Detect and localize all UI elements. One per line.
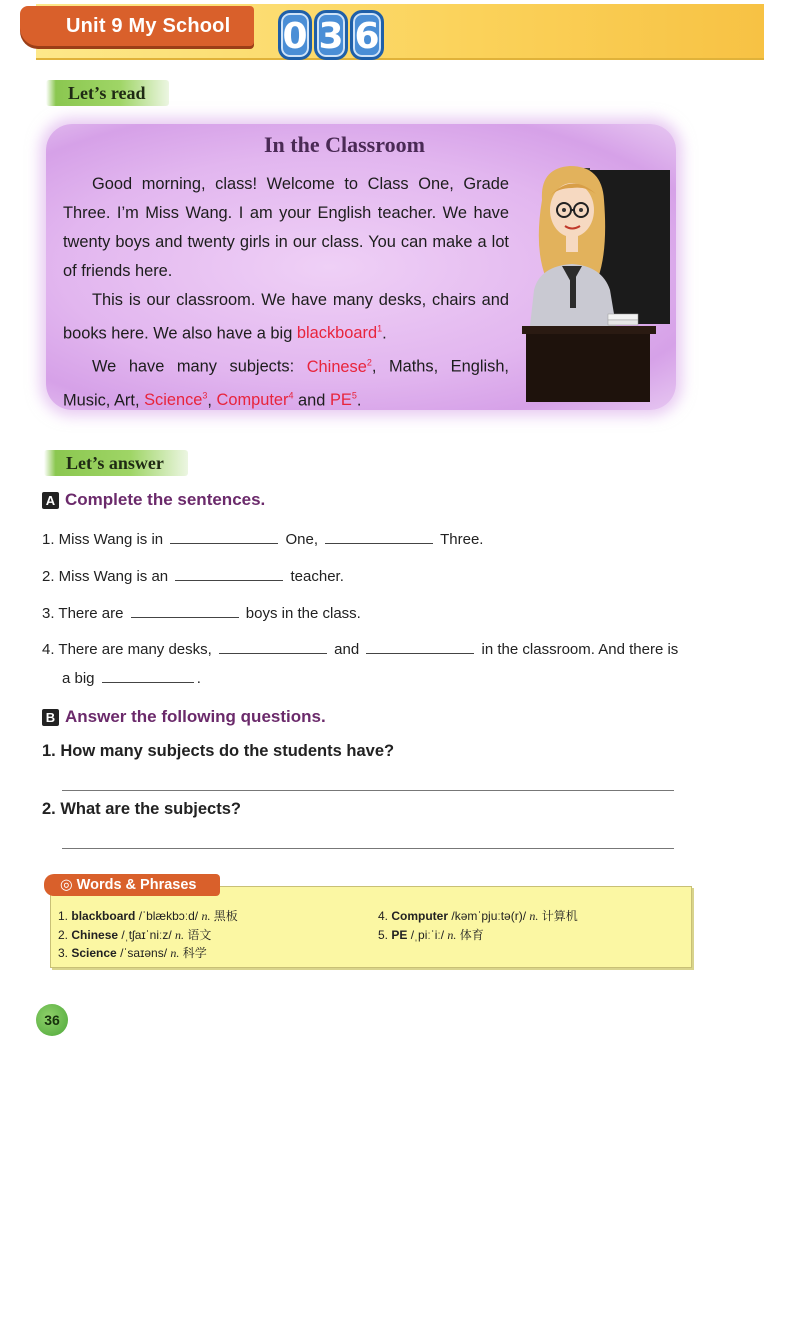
lets-read-label: Let’s read [46, 80, 169, 106]
entry-word: blackboard [71, 909, 136, 923]
fill-blank[interactable] [131, 603, 239, 618]
story-paragraph: Good morning, class! Welcome to Class One, Grade Three. I’m Miss Wang. I am your English teacher. We have twenty boys and twenty girls in our class. You can make a lot of friends here. [63, 175, 509, 280]
keyword-text: Computer [216, 391, 289, 410]
sentence-text: 4. There are many desks, [42, 641, 212, 658]
sentence-text: 3. There are [42, 605, 124, 622]
story-text [63, 170, 509, 415]
sentence-3 [42, 603, 361, 622]
answer-line-2[interactable] [62, 848, 674, 849]
keyword [217, 391, 294, 409]
entry-pos: n. [529, 909, 539, 923]
section-a-badge: A [42, 492, 59, 509]
section-b-heading [42, 707, 326, 727]
sentence-text: One, [285, 531, 319, 548]
teacher-illustration [520, 160, 676, 406]
footnote-number: 2 [366, 357, 372, 368]
entry-meaning: 语文 [187, 928, 212, 942]
entry-pos: n. [201, 909, 211, 923]
story-paragraph [63, 286, 509, 348]
sentence-1 [42, 529, 483, 548]
story-title: In the Classroom [264, 132, 425, 157]
page-code [278, 10, 384, 62]
page-number: 36 [36, 1004, 68, 1036]
question-1: 1. How many subjects do the students have? [42, 742, 395, 760]
entry-ipa: /ˌpiːˈiː/ [410, 928, 445, 942]
section-a-title: Complete the sentences. [65, 490, 266, 509]
entry-ipa: /ˌtʃaɪˈniːz/ [121, 928, 172, 942]
keyword-text: Science [144, 391, 203, 410]
sentence-2 [42, 566, 344, 585]
fill-blank[interactable] [170, 529, 278, 544]
footnote-number: 3 [202, 390, 208, 401]
keyword [307, 358, 372, 376]
sentence-text: Three. [440, 531, 484, 548]
word-entry [58, 944, 207, 961]
entry-number: 5. [378, 928, 389, 942]
section-a-heading [42, 490, 265, 510]
word-entry [58, 926, 211, 943]
entry-ipa: /ˈsaɪəns/ [120, 946, 168, 960]
question-2: 2. What are the subjects? [42, 800, 241, 818]
keyword-text: blackboard [296, 324, 378, 343]
sentence-text: in the classroom. And there is [481, 641, 679, 658]
unit-title: Unit 9 My School [20, 6, 254, 46]
story-text-segment: This is our classroom. We have many desks, chairs and books here. We also have a big [63, 291, 509, 343]
sentence-text: and [334, 641, 360, 658]
story-text-segment: and [293, 391, 330, 410]
fill-blank[interactable] [175, 566, 283, 581]
entry-pos: n. [175, 928, 185, 942]
fill-blank[interactable] [325, 529, 433, 544]
page-code-digit: 3 [314, 10, 348, 60]
sentence-text: a big [62, 670, 95, 687]
entry-meaning: 计算机 [541, 909, 578, 923]
keyword [330, 391, 357, 409]
entry-ipa: /kəmˈpjuːtə(r)/ [451, 909, 527, 923]
footnote-number: 1 [377, 324, 383, 334]
words-phrases-title: ◎ Words & Phrases [44, 874, 220, 896]
sentence-4 [42, 639, 678, 658]
sentence-text: boys in the class. [245, 605, 361, 622]
desk-shape [526, 334, 650, 402]
entry-number: 4. [378, 909, 389, 923]
entry-number: 1. [58, 909, 69, 923]
fill-blank[interactable] [102, 668, 194, 683]
answer-line-1[interactable] [62, 790, 674, 791]
word-entry [378, 907, 578, 924]
footnote-number: 4 [288, 390, 294, 401]
entry-meaning: 科学 [182, 946, 207, 960]
word-entry [58, 907, 238, 924]
keyword [144, 391, 207, 409]
word-entry [378, 926, 484, 943]
entry-meaning: 体育 [459, 928, 484, 942]
section-b-badge: B [42, 709, 59, 726]
keyword-text: Chinese [306, 357, 367, 376]
entry-word: Science [71, 946, 117, 960]
keyword [297, 324, 382, 342]
sentence-4-continued [62, 668, 201, 687]
entry-pos: n. [170, 946, 180, 960]
page-code-digit: 6 [350, 10, 384, 60]
entry-ipa: /ˈblækbɔːd/ [138, 909, 199, 923]
lets-answer-label: Let’s answer [44, 450, 188, 476]
entry-meaning: 黑板 [213, 909, 238, 923]
fill-blank[interactable] [366, 639, 474, 654]
fill-blank[interactable] [219, 639, 327, 654]
keyword-text: PE [329, 391, 352, 410]
story-text-segment: , [207, 391, 217, 410]
entry-word: PE [391, 928, 408, 942]
story-paragraph [63, 348, 509, 415]
story-text-segment: We have many subjects: [92, 357, 307, 376]
desk-top-shape [522, 326, 656, 334]
sentence-text: teacher. [290, 568, 344, 585]
sentence-text: 1. Miss Wang is in [42, 531, 164, 548]
entry-number: 2. [58, 928, 69, 942]
entry-number: 3. [58, 946, 69, 960]
sentence-text: 2. Miss Wang is an [42, 568, 169, 585]
story-text-segment: , Maths, English, Music, Art, [63, 357, 509, 410]
entry-pos: n. [447, 928, 457, 942]
sentence-text: . [196, 670, 201, 687]
story-text-segment: . [356, 391, 362, 410]
entry-word: Chinese [71, 928, 119, 942]
section-b-title: Answer the following questions. [65, 707, 326, 726]
story-text-segment: . [382, 324, 387, 343]
footnote-number: 5 [351, 390, 357, 401]
entry-word: Computer [391, 909, 449, 923]
page-code-digit: 0 [278, 10, 312, 60]
